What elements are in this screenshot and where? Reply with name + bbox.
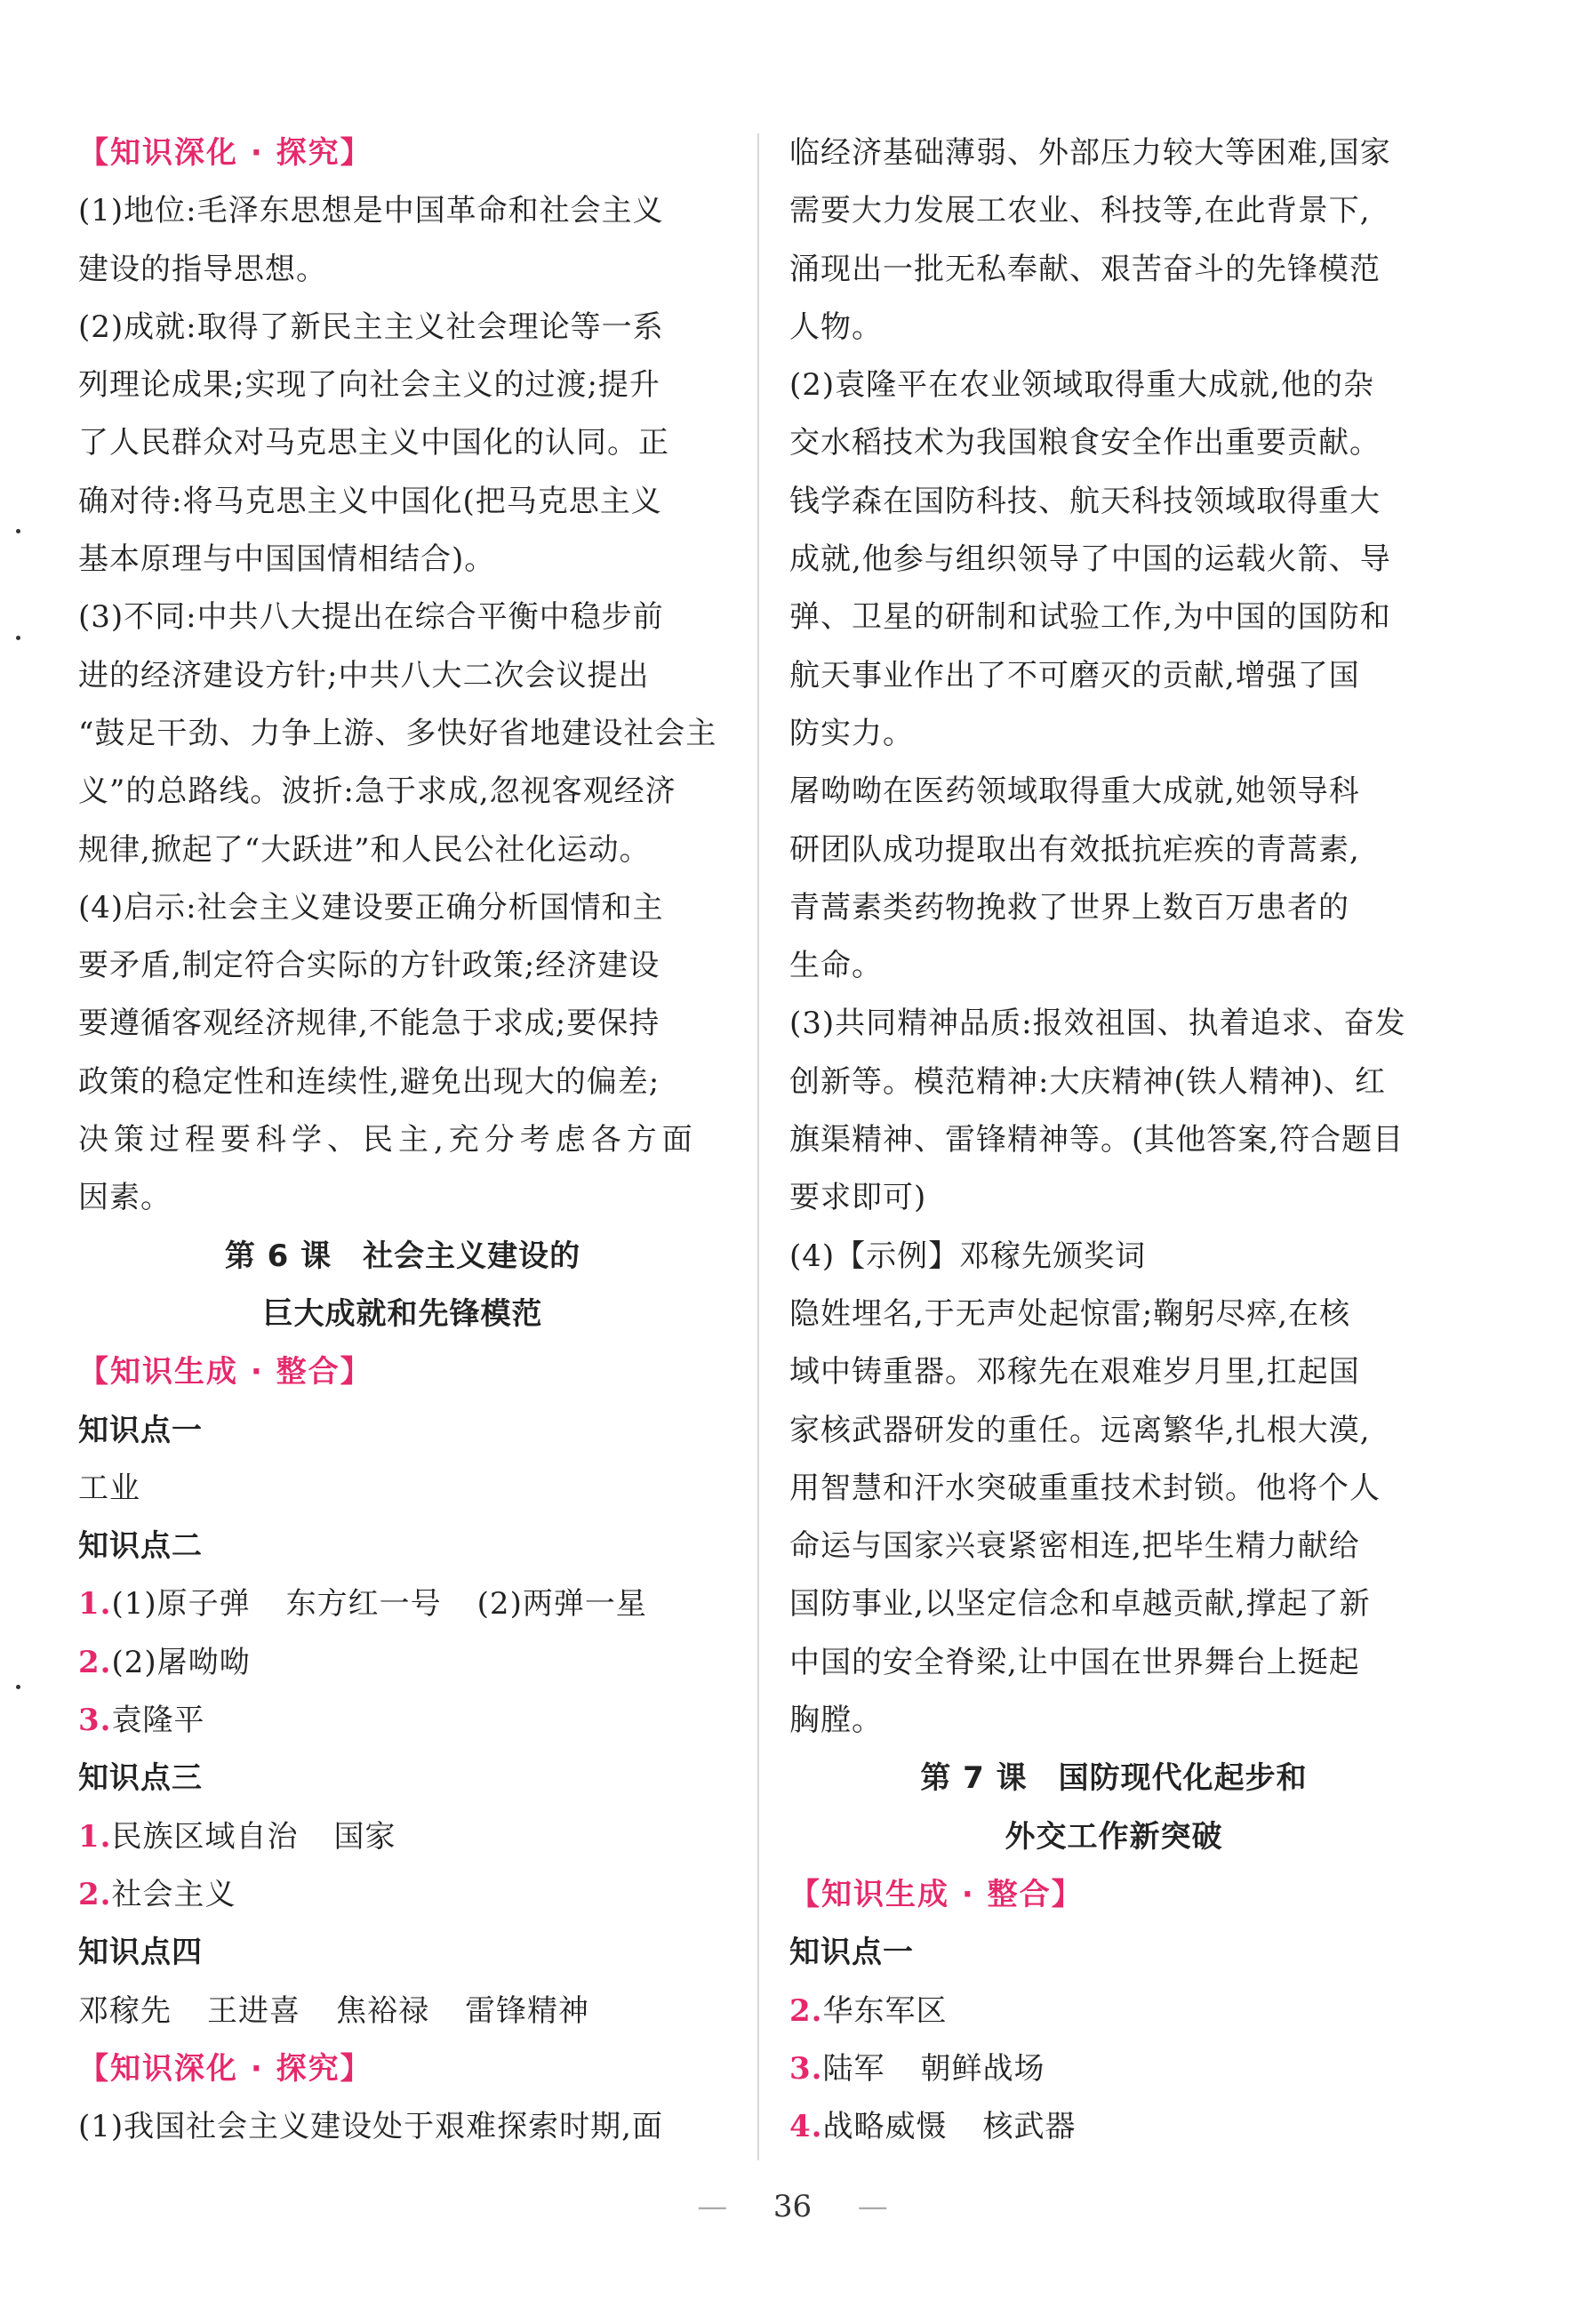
- answer-line: [789, 2040, 1438, 2098]
- answer: 焦裕禄: [336, 1992, 429, 2029]
- answer: 邓稼先: [78, 1992, 172, 2029]
- knowledge-point-heading: 知识点一: [78, 1412, 203, 1448]
- answer: 华东军区: [822, 1992, 948, 2029]
- text-line: 人物。: [789, 309, 883, 345]
- answer: (2)屠呦呦: [111, 1644, 251, 1680]
- item-number: 4.: [789, 2109, 823, 2145]
- lesson-title: 巨大成就和先锋模范: [262, 1295, 543, 1332]
- text-line: 家核武器研发的重任。远离繁华,扎根大漠,: [789, 1412, 1371, 1448]
- text-line: (2)袁隆平在农业领域取得重大成就,他的杂: [789, 367, 1374, 404]
- text-line: 用智慧和汗水突破重重技术封锁。他将个人: [789, 1470, 1381, 1506]
- text-line: 了人民群众对马克思主义中国化的认同。正: [78, 425, 669, 461]
- answer: 雷锋精神: [465, 1992, 589, 2029]
- text-line: 进的经济建设方针;中共八大二次会议提出: [78, 657, 650, 693]
- item-number: 1.: [78, 1818, 112, 1855]
- text-line: 旗渠精神、雷锋精神等。(其他答案,符合题目: [789, 1122, 1405, 1158]
- answer: 民族区域自治: [111, 1818, 299, 1855]
- text-line: 域中铸重器。邓稼先在艰难岁月里,扛起国: [789, 1354, 1360, 1390]
- lesson-title: 第 6 课 社会主义建设的: [224, 1238, 581, 1274]
- text-line: 交水稻技术为我国粮食安全作出重要贡献。: [789, 425, 1381, 461]
- text-line: (3)不同:中共八大提出在综合平衡中稳步前: [78, 599, 664, 636]
- answer-line: [789, 2098, 1438, 2156]
- page-footer: [0, 2189, 1585, 2224]
- text-line: (4)【示例】邓稼先颁奖词: [789, 1238, 1147, 1274]
- text-line: 因素。: [78, 1180, 172, 1216]
- answer: 朝鲜战场: [920, 2050, 1045, 2087]
- item-number: 2.: [78, 1644, 112, 1680]
- answer-line: [78, 1866, 727, 1924]
- knowledge-point-heading: 知识点一: [789, 1935, 914, 1971]
- text-line: 防实力。: [789, 715, 914, 751]
- item-number: 2.: [78, 1876, 112, 1912]
- answer: 战略威慑: [822, 2109, 948, 2145]
- text-line: 列理论成果;实现了向社会主义的过渡;提升: [78, 367, 660, 404]
- text-line: 青蒿素类药物挽救了世界上数百万患者的: [789, 889, 1349, 926]
- knowledge-point-heading: 知识点二: [78, 1528, 203, 1565]
- answer-line: [78, 1808, 727, 1866]
- answer: 社会主义: [111, 1876, 236, 1912]
- answer-line: [78, 1460, 727, 1518]
- text-line: 生命。: [789, 948, 883, 984]
- answer: 陆军: [822, 2050, 885, 2087]
- answer-line: [78, 1634, 727, 1692]
- text-line: 义”的总路线。波折:急于求成,忽视客观经济: [78, 773, 676, 810]
- left-column: [78, 124, 727, 2156]
- column-divider: [757, 133, 759, 2160]
- item-number: 3.: [789, 2050, 823, 2087]
- answer: 工业: [78, 1470, 140, 1506]
- text-line: 隐姓埋名,于无声处起惊雷;鞠躬尽瘁,在核: [789, 1295, 1351, 1332]
- text-line: 临经济基础薄弱、外部压力较大等困难,国家: [789, 135, 1391, 171]
- text-line: 钱学森在国防科技、航天科技领域取得重大: [789, 483, 1381, 519]
- answer: 核武器: [982, 2109, 1077, 2145]
- right-column: [789, 124, 1438, 2156]
- answer-line: [789, 1983, 1438, 2040]
- text-line: 要矛盾,制定符合实际的方针政策;经济建设: [78, 948, 660, 984]
- item-number: 1.: [78, 1586, 112, 1623]
- margin-dot: [16, 1685, 20, 1689]
- item-number: 2.: [789, 1992, 823, 2029]
- text-line: (1)地位:毛泽东思想是中国革命和社会主义: [78, 193, 664, 229]
- answer-line: [78, 1692, 727, 1750]
- text-line: (1)我国社会主义建设处于艰难探索时期,面: [78, 2109, 663, 2145]
- text-line: (3)共同精神品质:报效祖国、执着追求、奋发: [789, 1006, 1406, 1042]
- text-line: (2)成就:取得了新民主主义社会理论等一系: [78, 309, 664, 345]
- page-number: 36: [772, 2189, 813, 2224]
- margin-dot: [16, 529, 20, 533]
- section-heading: 【知识生成 · 整合】: [789, 1876, 1084, 1912]
- text-line: 中国的安全脊梁,让中国在世界舞台上挺起: [789, 1644, 1360, 1680]
- text-line: 要求即可): [789, 1180, 927, 1216]
- text-line: (4)启示:社会主义建设要正确分析国情和主: [78, 889, 664, 926]
- answer: (1)原子弹: [111, 1586, 251, 1623]
- text-line: 确对待:将马克思主义中国化(把马克思主义: [78, 483, 662, 519]
- section-heading: 【知识深化 · 探究】: [78, 135, 372, 171]
- text-line: 决策过程要科学、民主,充分考虑各方面: [78, 1122, 698, 1158]
- answer: (2)两弹一星: [476, 1586, 647, 1623]
- knowledge-point-heading: 知识点三: [78, 1760, 203, 1797]
- text-line: 屠呦呦在医药领域取得重大成就,她领导科: [789, 773, 1360, 810]
- text-line: “鼓足干劲、力争上游、多快好省地建设社会主: [78, 715, 717, 751]
- answer: 国家: [333, 1818, 396, 1855]
- text-line: 命运与国家兴衰紧密相连,把毕生精力献给: [789, 1528, 1360, 1565]
- answer: 东方红一号: [285, 1586, 442, 1623]
- lesson-title: 外交工作新突破: [1005, 1818, 1223, 1855]
- lesson-title: 第 7 课 国防现代化起步和: [920, 1760, 1308, 1797]
- footer-dash: —: [697, 2189, 728, 2224]
- section-heading: 【知识深化 · 探究】: [78, 2050, 372, 2087]
- footer-dash: —: [857, 2189, 888, 2224]
- answer: 王进喜: [207, 1992, 300, 2029]
- text-line: 弹、卫星的研制和试验工作,为中国的国防和: [789, 599, 1391, 636]
- text-line: 要遵循客观经济规律,不能急于求成;要保持: [78, 1006, 660, 1042]
- knowledge-point-heading: 知识点四: [78, 1935, 203, 1971]
- answer-line: [78, 1575, 727, 1633]
- text-line: 研团队成功提取出有效抵抗疟疾的青蒿素,: [789, 831, 1360, 868]
- answer: 袁隆平: [111, 1703, 205, 1739]
- section-heading: 【知识生成 · 整合】: [78, 1354, 372, 1390]
- text-line: 建设的指导思想。: [78, 251, 327, 287]
- text-line: 胸膛。: [789, 1703, 883, 1739]
- text-line: 需要大力发展工农业、科技等,在此背景下,: [789, 193, 1371, 229]
- text-line: 政策的稳定性和连续性,避免出现大的偏差;: [78, 1063, 660, 1100]
- text-line: 创新等。模范精神:大庆精神(铁人精神)、红: [789, 1063, 1386, 1100]
- item-number: 3.: [78, 1703, 112, 1739]
- text-line: 基本原理与中国国情相结合)。: [78, 541, 496, 578]
- text-line: 成就,他参与组织领导了中国的运载火箭、导: [789, 541, 1391, 578]
- text-line: 航天事业作出了不可磨灭的贡献,增强了国: [789, 657, 1360, 693]
- text-line: 涌现出一批无私奉献、艰苦奋斗的先锋模范: [789, 251, 1381, 287]
- answer-line: [78, 1983, 727, 2040]
- text-line: 规律,掀起了“大跃进”和人民公社化运动。: [78, 831, 651, 868]
- margin-dot: [16, 636, 20, 640]
- text-line: 国防事业,以坚定信念和卓越贡献,撑起了新: [789, 1586, 1371, 1623]
